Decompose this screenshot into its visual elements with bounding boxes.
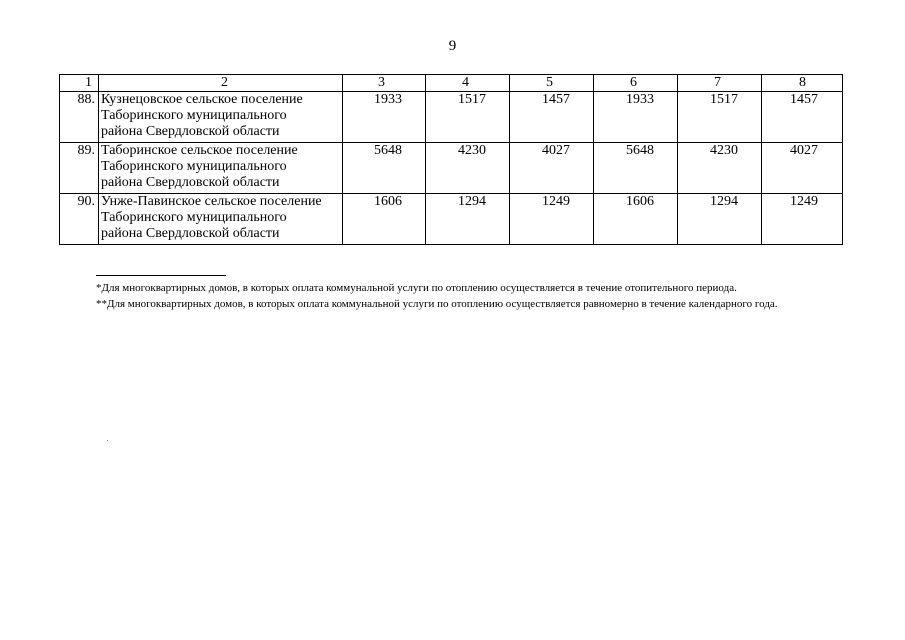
- column-header: 5: [510, 75, 594, 92]
- settlement-name-line: Унже-Павинское сельское поселение: [101, 194, 322, 209]
- footnote-calendar-year: **Для многоквартирных домов, в которых оплата коммунальной услуги по отоплению осуществляется равномерно в течение календарного года.: [96, 298, 778, 310]
- table-cell-value: 1294: [678, 194, 762, 245]
- table-cell-value: 4027: [510, 143, 594, 194]
- column-header: 6: [594, 75, 678, 92]
- table-cell-value: 1606: [343, 194, 426, 245]
- table-cell-value: 5648: [343, 143, 426, 194]
- column-header: 4: [426, 75, 510, 92]
- settlement-name-line: района Свердловской области: [101, 175, 280, 190]
- page-number: 9: [448, 38, 457, 54]
- settlement-name-line: Кузнецовское сельское поселение: [101, 92, 303, 107]
- table-cell-value: 1457: [510, 92, 594, 143]
- settlement-name-line: Таборинского муниципального: [101, 108, 287, 123]
- settlement-name: [99, 194, 343, 245]
- table-cell-value: 5648: [594, 143, 678, 194]
- table-row: [60, 194, 843, 245]
- row-number: 90.: [60, 194, 99, 245]
- column-header: 2: [99, 75, 343, 92]
- scan-speck: [107, 440, 108, 441]
- column-header: 3: [343, 75, 426, 92]
- table-cell-value: 1457: [762, 92, 843, 143]
- table-cell-value: 1933: [343, 92, 426, 143]
- tariff-table: [59, 74, 843, 245]
- table-header-row: [60, 75, 843, 92]
- table-row: [60, 92, 843, 143]
- settlement-name: [99, 92, 343, 143]
- footnote-separator: [96, 275, 226, 276]
- settlement-name-line: района Свердловской области: [101, 124, 280, 139]
- table-cell-value: 1517: [678, 92, 762, 143]
- table-cell-value: 1249: [762, 194, 843, 245]
- table-cell-value: 1517: [426, 92, 510, 143]
- settlement-name: [99, 143, 343, 194]
- column-header: 8: [762, 75, 843, 92]
- table-cell-value: 4027: [762, 143, 843, 194]
- table-cell-value: 1294: [426, 194, 510, 245]
- row-number: 89.: [60, 143, 99, 194]
- table-cell-value: 1249: [510, 194, 594, 245]
- table-row: [60, 143, 843, 194]
- settlement-name-line: Таборинского муниципального: [101, 210, 287, 225]
- column-header: 1: [60, 75, 99, 92]
- settlement-name-line: Таборинского муниципального: [101, 159, 287, 174]
- row-number: 88.: [60, 92, 99, 143]
- column-header: 7: [678, 75, 762, 92]
- settlement-name-line: Таборинское сельское поселение: [101, 143, 298, 158]
- table-cell-value: 4230: [678, 143, 762, 194]
- table-cell-value: 1606: [594, 194, 678, 245]
- table-cell-value: 4230: [426, 143, 510, 194]
- settlement-name-line: района Свердловской области: [101, 226, 280, 241]
- table-cell-value: 1933: [594, 92, 678, 143]
- footnote-heating-period: *Для многоквартирных домов, в которых оплата коммунальной услуги по отоплению осуществляется в течение отопительного периода.: [96, 282, 737, 294]
